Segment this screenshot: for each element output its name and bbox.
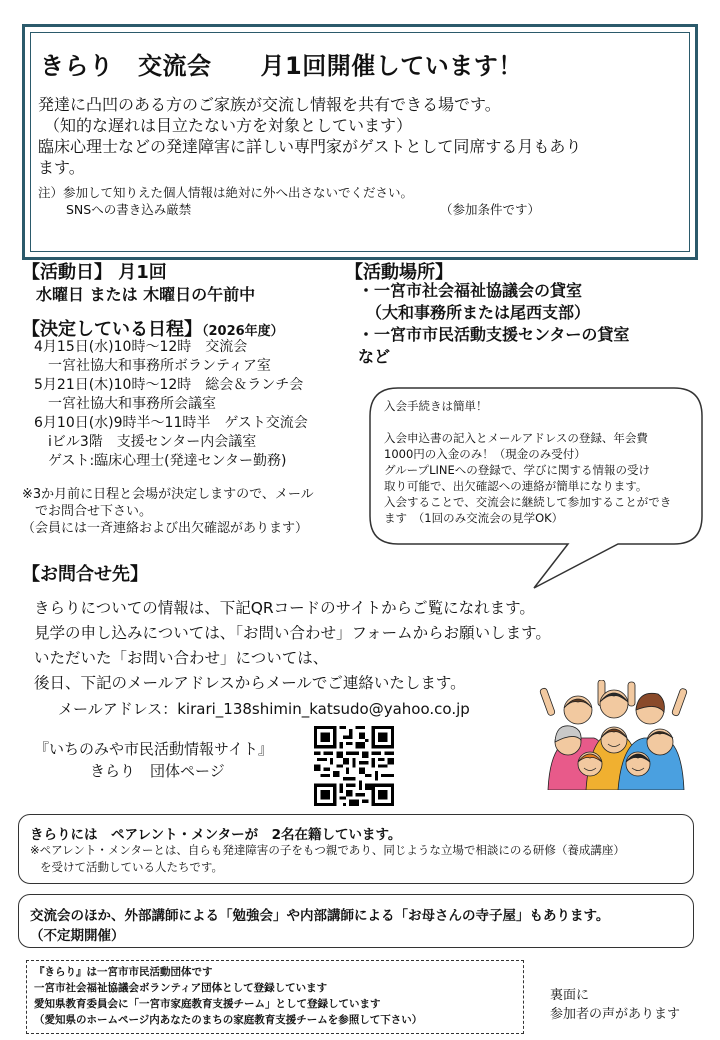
header-line-4: ます。 bbox=[38, 158, 85, 177]
bubble-line: 1000円の入金のみ！（現金のみ受付） bbox=[384, 447, 586, 461]
schedule-line: 一宮社協大和事務所会議室 bbox=[34, 396, 216, 412]
schedule-note-line: でお問合せ下さい。 bbox=[22, 504, 153, 519]
contact-line: きらりについての情報は、下記QRコードのサイトからご覧になれます。 bbox=[34, 599, 535, 617]
place-line: ・一宮市市民活動支援センターの貸室 bbox=[358, 325, 630, 344]
schedule-line: 5月21日(木)10時～12時 総会＆ランチ会 bbox=[34, 377, 304, 393]
header-note-2-right: （参加条件です） bbox=[440, 202, 541, 217]
bubble-text bbox=[384, 398, 671, 526]
contact-text bbox=[34, 596, 551, 696]
header-line-2: （知的な遅れは目立たない方を対象としています） bbox=[44, 116, 413, 135]
bubble-line: ます （1回のみ交流会の見学OK） bbox=[384, 511, 564, 525]
schedule-line: iビル3階 支援センター内会議室 bbox=[34, 434, 257, 450]
header-note-2: SNSへの書き込み厳禁 bbox=[66, 202, 192, 217]
footer-line: 愛知県教育委員会に「一宮市家庭教育支援チーム」として登録しています bbox=[34, 998, 381, 1010]
schedule-note-line: （会員には一斉連絡および出欠確認があります） bbox=[22, 521, 309, 536]
contact-line: いただいた「お問い合わせ」については、 bbox=[34, 649, 329, 667]
footer-line: 『きらり』は一宮市市民活動団体です bbox=[34, 966, 213, 978]
bubble-line: 取り可能で、出欠確認への連絡が簡単になります。 bbox=[384, 479, 648, 493]
schedule-line: 一宮社協大和事務所ボランティア室 bbox=[34, 358, 271, 374]
study-line-2: （不定期開催） bbox=[30, 928, 125, 944]
schedule-list bbox=[34, 338, 308, 471]
study-line-1: 交流会のほか、外部講師による「勉強会」や内部講師による「お母さんの寺子屋」もあります。 bbox=[30, 908, 610, 924]
bubble-line bbox=[384, 414, 671, 430]
contact-line: 見学の申し込みについては、「お問い合わせ」フォームからお願いします。 bbox=[34, 624, 551, 642]
header-note-1: 注）参加して知りえた個人情報は絶対に外へ出さないでください。 bbox=[38, 185, 414, 200]
qr-code-icon[interactable] bbox=[314, 726, 394, 806]
bubble-line: グループLINEへの登録で、学びに関する情報の受け bbox=[384, 463, 651, 477]
header-line-1: 発達に凸凹のある方のご家族が交流し情報を共有できる場です。 bbox=[38, 95, 501, 114]
mentor-desc-2: を受けて活動している人たちです。 bbox=[40, 860, 223, 874]
schedule-line: 4月15日(水)10時～12時 交流会 bbox=[34, 339, 248, 355]
footer-line: （愛知県のホームページ内あなたのまちの家庭教育支援チームを参照して下さい） bbox=[34, 1014, 423, 1026]
site-name-line: 『いちのみや市民活動情報サイト』 bbox=[34, 740, 273, 758]
schedule-note-line: ※3か月前に日程と会場が決定しますので、メール bbox=[22, 487, 314, 502]
activity-day-heading: 【活動日】 月1回 bbox=[22, 262, 167, 283]
header-title: きらり 交流会 月1回開催しています！ bbox=[40, 52, 523, 80]
bubble-line: 入会手続きは簡単！ bbox=[384, 399, 488, 413]
bubble-line: 入会することで、交流会に継続して参加することができ bbox=[384, 495, 672, 509]
footer-text bbox=[34, 964, 422, 1028]
place-line: など bbox=[358, 347, 391, 366]
contact-email[interactable]: メールアドレス：kirari_138shimin_katsudo@yahoo.co.jp bbox=[58, 700, 470, 718]
people-cheering-illustration bbox=[538, 680, 690, 790]
contact-heading: 【お問合せ先】 bbox=[22, 564, 148, 585]
schedule-year: （2026年度） bbox=[202, 324, 284, 339]
mentor-desc-1: ※ペアレント・メンターとは、自らも発達障害の子をもつ親であり、同じような立場で相談にのる研修（養成講座） bbox=[30, 843, 625, 857]
place-list bbox=[358, 280, 629, 368]
contact-line: 後日、下記のメールアドレスからメールでご連絡いたします。 bbox=[34, 674, 466, 692]
schedule-note bbox=[22, 486, 314, 537]
activity-day-detail: 水曜日 または 木曜日の午前中 bbox=[36, 285, 256, 304]
mentor-title: きらりには ペアレント・メンターが 2名在籍しています。 bbox=[30, 827, 402, 843]
header-line-3: 臨床心理士などの発達障害に詳しい専門家がゲストとして同席する月もあり bbox=[38, 137, 582, 156]
site-page-line: きらり 団体ページ bbox=[90, 762, 225, 780]
back-note-1: 裏面に bbox=[550, 988, 590, 1003]
schedule-line: 6月10日(水)9時半～11時半 ゲスト交流会 bbox=[34, 415, 308, 431]
schedule-line: ゲスト:臨床心理士(発達センター勤務) bbox=[34, 453, 287, 469]
schedule-heading-text: 【決定している日程】 bbox=[22, 319, 202, 340]
footer-line: 一宮市社会福祉協議会ボランティア団体として登録しています bbox=[34, 982, 328, 994]
place-line: （大和事務所または尾西支部） bbox=[358, 303, 591, 322]
bubble-line: 入会申込書の記入とメールアドレスの登録、年会費 bbox=[384, 431, 648, 445]
place-heading: 【活動場所】 bbox=[345, 262, 453, 283]
back-note-2: 参加者の声があります bbox=[550, 1007, 681, 1022]
place-line: ・一宮市社会福祉協議会の貸室 bbox=[358, 281, 583, 300]
